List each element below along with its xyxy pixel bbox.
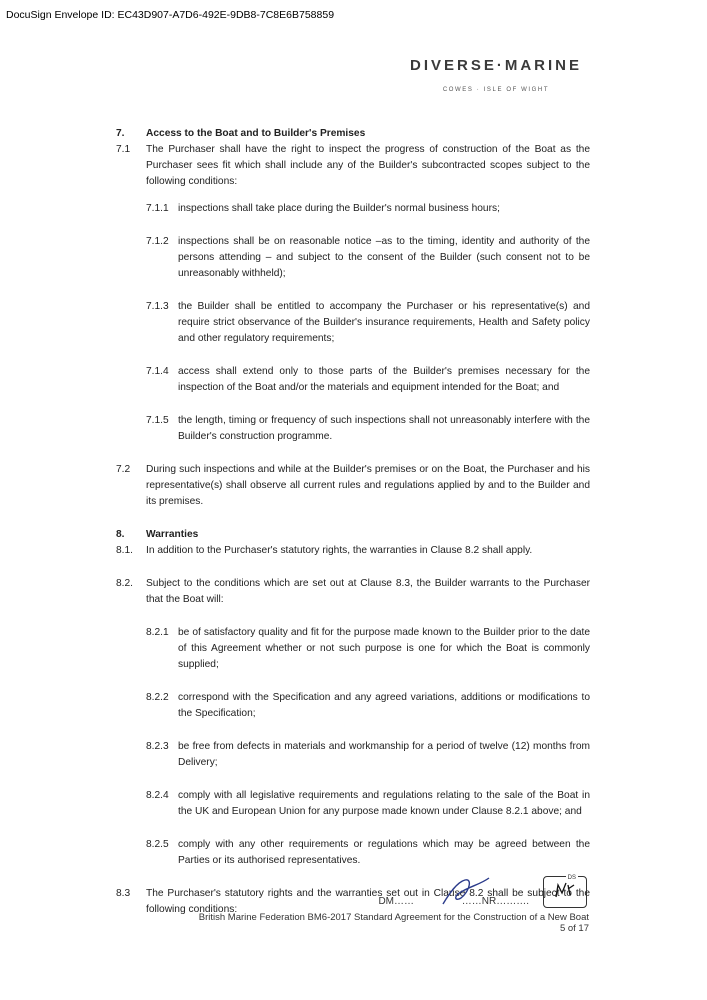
footer-agreement-line: British Marine Federation BM6-2017 Standard Agreement for the Construction of a New Boat	[198, 912, 589, 923]
subclause	[146, 690, 590, 722]
subclause-text: access shall extend only to those parts of the Builder's premises necessary for the inspection of the Boat and/or the materials and equipment intended for the Boat; and	[178, 366, 590, 393]
subclause-number: 7.1.4	[146, 366, 169, 377]
clause-7-2	[116, 462, 590, 510]
subclause-number: 8.2.3	[146, 741, 169, 752]
section-number: 8.	[116, 529, 125, 540]
subclause	[146, 788, 590, 820]
section-number: 7.	[116, 128, 125, 139]
subclause-text: inspections shall be on reasonable notice –as to the timing, identity and authority of the persons attending – and subject to the consent of the Builder (such consent not to be unreasonably withheld);	[178, 236, 590, 279]
subclause	[146, 364, 590, 396]
clause-text: The Purchaser's statutory rights and the warranties set out in Clause 8.2 shall be subject to the following conditions:	[146, 888, 590, 915]
page-footer	[199, 872, 589, 934]
clause-text: Subject to the conditions which are set out at Clause 8.3, the Builder warrants to the Purchaser that the Boat will:	[146, 578, 590, 605]
subclause-text: inspections shall take place during the Builder's normal business hours;	[178, 203, 500, 214]
subclause	[146, 201, 590, 217]
subclause-number: 8.2.1	[146, 627, 169, 638]
logo-sub-text: COWES · ISLE OF WIGHT	[442, 87, 550, 93]
initials-nr: ……NR……….	[461, 896, 529, 907]
section-8-heading	[116, 527, 590, 543]
clause-7-1	[116, 142, 590, 190]
subclause-text: correspond with the Specification and any agreed variations, additions or modifications to the Specification;	[178, 692, 590, 719]
clause-number: 7.2	[116, 464, 131, 475]
subclause	[146, 299, 590, 347]
section-title: Warranties	[146, 529, 199, 540]
section-7-heading	[116, 126, 590, 142]
subclause-number: 8.2.5	[146, 839, 169, 850]
subclause-text: the Builder shall be entitled to accompany the Purchaser or his representative(s) and require strict observance of the Builder's insurance requirements, Health and Safety policy and other regulatory requirements;	[178, 301, 590, 344]
subclause	[146, 837, 590, 869]
clause-text: During such inspections and while at the Builder's premises or on the Boat, the Purchaser and his representative(s) shall observe all current rules and regulations applied by and to the Builder and its premises.	[146, 464, 590, 507]
subclause	[146, 234, 590, 282]
subclause-text: be of satisfactory quality and fit for the purpose made known to the Builder prior to the date of this Agreement whether or not such purpose is one for which the Boat is commonly supplied;	[178, 627, 590, 670]
ds-label: DS	[567, 875, 576, 881]
subclause-text: be free from defects in materials and workmanship for a period of twelve (12) months from Delivery;	[178, 741, 590, 768]
page-number: 5 of 17	[559, 923, 589, 934]
subclause-text: the length, timing or frequency of such inspections shall not unreasonably interfere with the Builder's construction programme.	[178, 415, 590, 442]
subclause-number: 8.2.4	[146, 790, 169, 801]
initials-dm: DM……	[378, 896, 414, 907]
clause-number: 7.1	[116, 144, 131, 155]
envelope-id: DocuSign Envelope ID: EC43D907-A7D6-492E-9DB8-7C8E6B758859	[6, 9, 335, 21]
subclause	[146, 625, 590, 673]
docusign-initial-box	[543, 876, 587, 908]
subclause-text: comply with all legislative requirements and regulations relating to the sale of the Boat in the UK and European Union for any purpose made known under Clause 8.2.1 above; and	[178, 790, 590, 817]
clause-number: 8.1.	[116, 545, 133, 556]
subclause	[146, 413, 590, 445]
logo-main-text: DIVERSE·MARINE	[409, 57, 582, 74]
clause-8-1	[116, 543, 590, 559]
company-logo	[410, 57, 582, 93]
subclause-number: 8.2.2	[146, 692, 169, 703]
subclause-number: 7.1.5	[146, 415, 169, 426]
document-body	[116, 126, 590, 918]
initials-scribble-icon	[546, 877, 586, 905]
subclause-number: 7.1.1	[146, 203, 169, 214]
clause-number: 8.2.	[116, 578, 133, 589]
subclause-number: 7.1.2	[146, 236, 169, 247]
subclause-number: 7.1.3	[146, 301, 169, 312]
clause-text: The Purchaser shall have the right to inspect the progress of construction of the Boat as the Purchaser sees fit which shall include any of the Builder's subcontracted scopes subject to the following conditions:	[146, 144, 590, 187]
section-title: Access to the Boat and to Builder's Premises	[146, 128, 366, 139]
clause-number: 8.3	[116, 888, 131, 899]
initials-row	[199, 872, 589, 912]
clause-8-2	[116, 576, 590, 608]
subclause-text: comply with any other requirements or regulations which may be agreed between the Parties or its authorised representatives.	[178, 839, 590, 866]
subclause	[146, 739, 590, 771]
clause-text: In addition to the Purchaser's statutory rights, the warranties in Clause 8.2 shall apply.	[146, 545, 533, 556]
